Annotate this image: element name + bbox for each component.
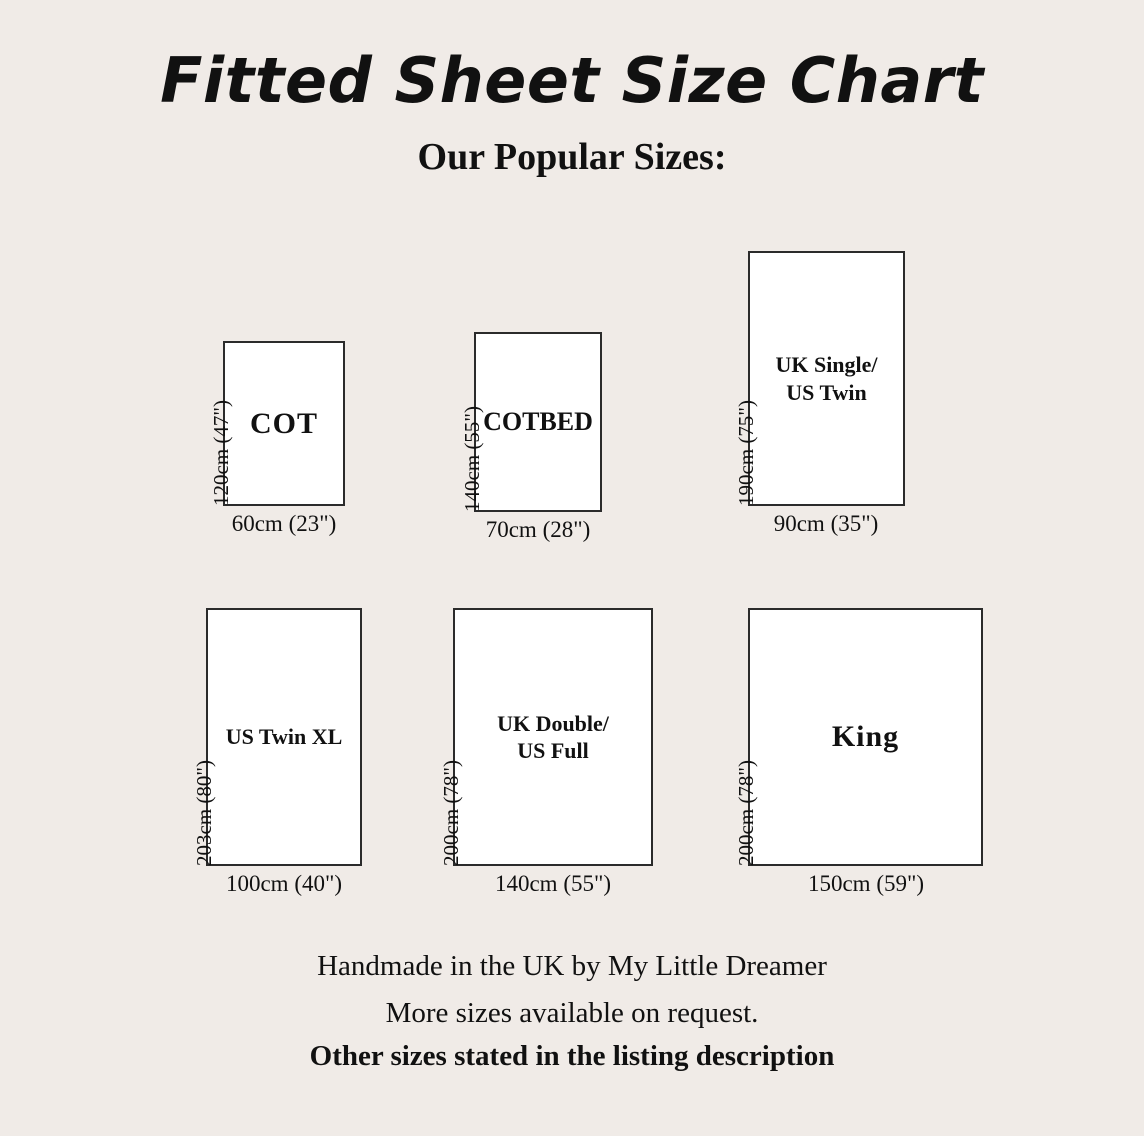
size-height-label-cotbed: 140cm (55") xyxy=(460,406,484,512)
size-box-label-uk-double-us-full xyxy=(491,710,615,765)
size-box-us-twin-xl xyxy=(206,608,362,866)
size-grid xyxy=(0,210,1144,910)
size-width-label-king: 150cm (59") xyxy=(807,871,925,896)
size-box-uk-single-us-twin xyxy=(748,251,905,506)
size-box-label-cot: COT xyxy=(249,406,318,440)
size-height-label-us-twin-xl: 203cm (80") xyxy=(192,760,216,866)
size-height-label-uk-double-us-full: 200cm (78") xyxy=(439,760,463,866)
size-box-cotbed xyxy=(474,332,602,512)
size-box-king xyxy=(748,608,983,866)
size-box-label-cotbed: COTBED xyxy=(483,406,593,436)
size-box-cot xyxy=(223,341,345,506)
footer-line-3: Other sizes stated in the listing description xyxy=(309,1040,835,1072)
size-box-uk-double-us-full xyxy=(453,608,653,866)
size-box-label-line2: US Twin xyxy=(786,379,867,405)
footer-line-2: More sizes available on request. xyxy=(385,997,759,1029)
size-height-label-king: 200cm (78") xyxy=(734,760,758,866)
size-box-label-line1: UK Double/ xyxy=(497,710,609,736)
footer-line-1: Handmade in the UK by My Little Dreamer xyxy=(317,950,827,982)
size-box-label-line2: US Full xyxy=(517,738,589,763)
size-box-label-line1: UK Single/ xyxy=(775,352,878,377)
size-width-label-us-twin-xl: 100cm (40") xyxy=(225,871,343,896)
size-height-label-uk-single-us-twin: 190cm (75") xyxy=(734,400,758,506)
page-title: Fitted Sheet Size Chart xyxy=(160,44,984,117)
size-width-label-cotbed: 70cm (28") xyxy=(485,517,591,542)
size-height-label-cot: 120cm (47") xyxy=(209,400,233,506)
size-box-label-us-twin-xl: US Twin XL xyxy=(225,724,343,750)
size-width-label-uk-double-us-full: 140cm (55") xyxy=(494,871,612,896)
size-width-label-cot: 60cm (23") xyxy=(231,511,337,536)
size-box-label-uk-single-us-twin xyxy=(769,351,883,406)
size-box-label-king: King xyxy=(831,720,900,754)
page-subtitle: Our Popular Sizes: xyxy=(417,136,727,178)
size-width-label-uk-single-us-twin: 90cm (35") xyxy=(773,511,879,536)
